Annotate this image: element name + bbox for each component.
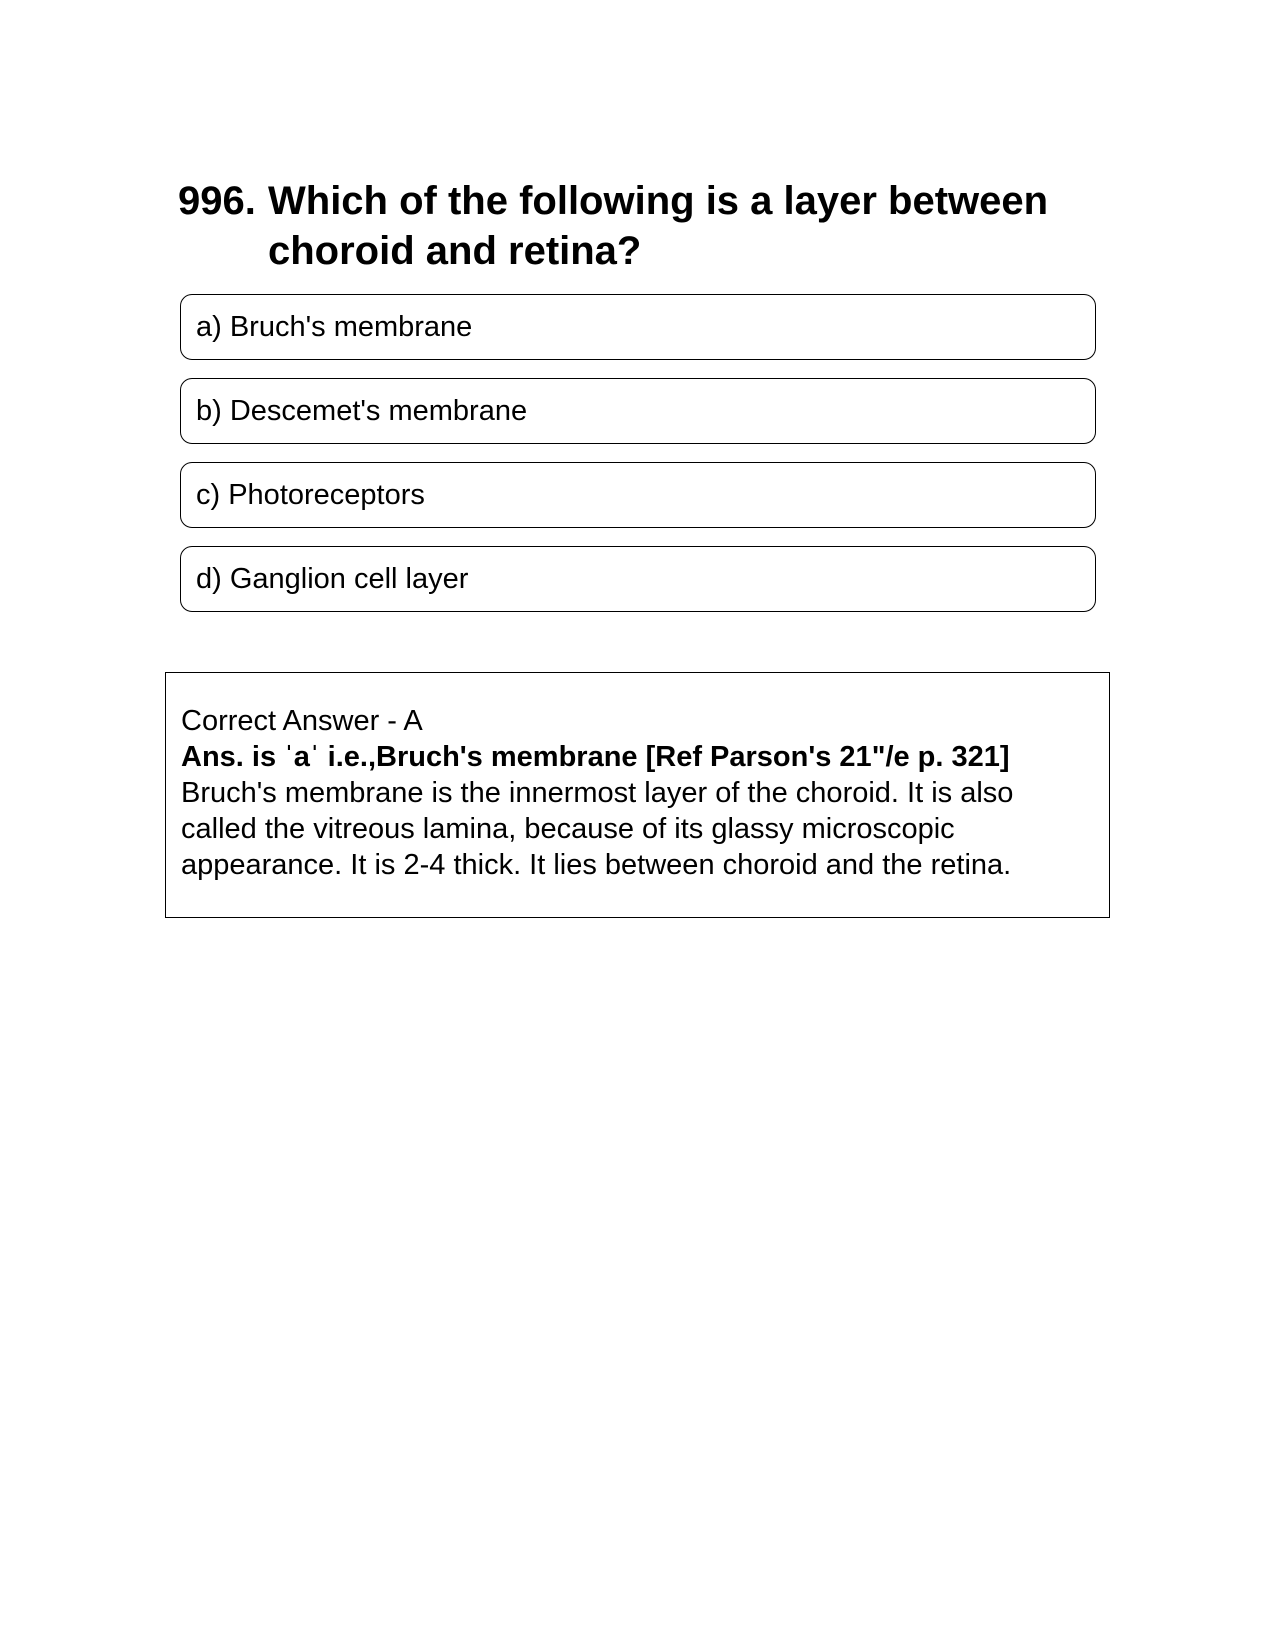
option-b[interactable]: b) Descemet's membrane <box>180 378 1096 444</box>
question <box>178 176 1108 276</box>
option-c[interactable]: c) Photoreceptors <box>180 462 1096 528</box>
option-a[interactable]: a) Bruch's membrane <box>180 294 1096 360</box>
answer-reference: Ans. is ˈaˈ i.e.,Bruch's membrane [Ref Parson's 21"/e p. 321] <box>181 741 1010 773</box>
correct-answer: Correct Answer - A <box>181 705 423 737</box>
option-d[interactable]: d) Ganglion cell layer <box>180 546 1096 612</box>
answer-box <box>165 672 1110 918</box>
answer-explanation: Bruch's membrane is the innermost layer of the choroid. It is also called the vitreous lamina, because of its glassy microscopic appearance. It is 2-4 thick. It lies between choroid and the retina. <box>181 777 1014 881</box>
question-text: Which of the following is a layer between choroid and retina? <box>268 179 1049 273</box>
question-number: 996. <box>178 179 256 223</box>
